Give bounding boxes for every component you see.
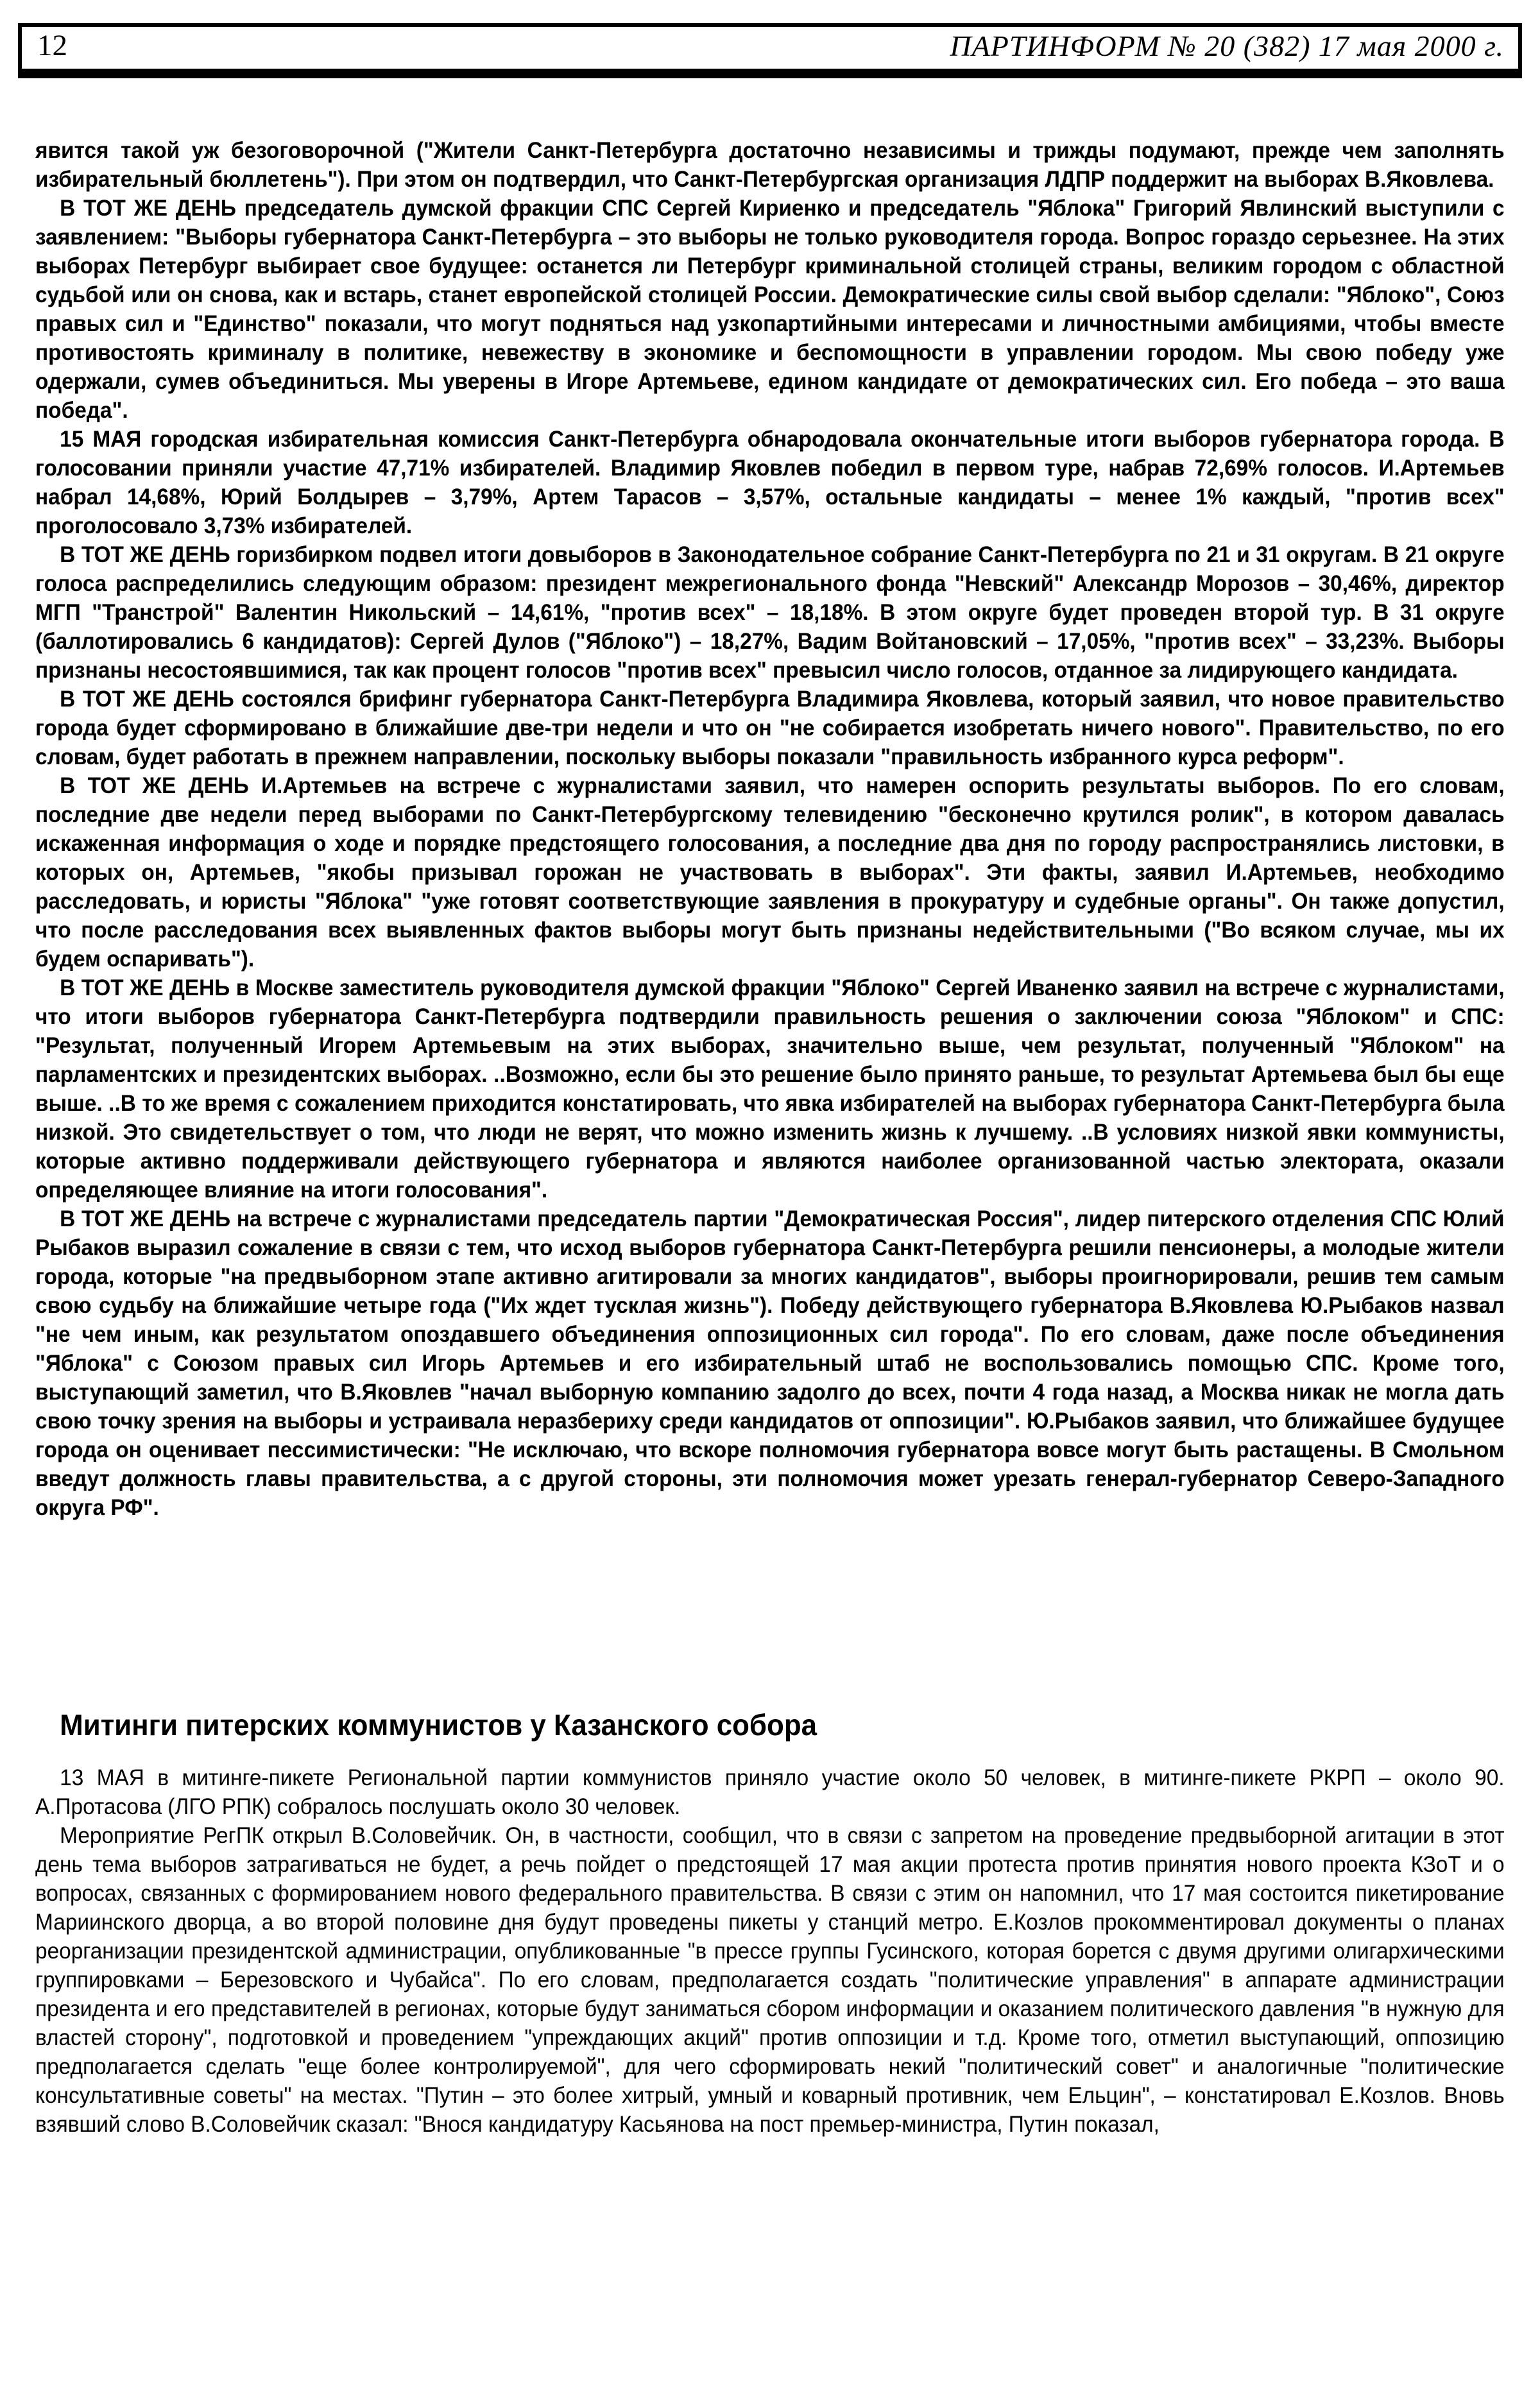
page-number: 12 xyxy=(37,29,67,62)
page-header xyxy=(18,23,1522,78)
section-body-text xyxy=(35,1763,1505,2139)
paragraph: 15 МАЯ городская избирательная комиссия Санкт-Петербурга обнародовала окончательные итоги выборов губернатора города. В голосовании приняли участие 47,71% избирателей. Владимир Яковлев победил в первом туре, набрав 72,69% голосов. И.Артемьев набрал 14,68%, Юрий Болдырев – 3,79%, Артем Тарасов – 3,57%, остальные кандидаты – менее 1% каждый, "против всех" проголосовало 3,73% избирателей. xyxy=(35,427,1505,538)
paragraph: В ТОТ ЖЕ ДЕНЬ горизбирком подвел итоги довыборов в Законодательное собрание Санкт-Петербурга по 21 и 31 округам. В 21 округе голоса распределились следующим образом: президент межрегионального фонда "Невский" Александр Морозов – 30,46%, директор МГП "Транстрой" Валентин Никольский – 14,61%, "против всех" – 18,18%. В этом округе будет проведен второй тур. В 31 округе (баллотировались 6 кандидатов): Сергей Дулов ("Яблоко") – 18,27%, Вадим Войтановский – 17,05%, "против всех" – 33,23%. Выборы признаны несостоявшимися, так как процент голосов "против всех" превысил число голосов, отданное за лидирующего кандидата. xyxy=(35,542,1505,683)
paragraph: 13 МАЯ в митинге-пикете Региональной партии коммунистов приняло участие около 50 человек, в митинге-пикете РКРП – около 90. А.Протасова (ЛГО РПК) собралось послушать около 30 человек. xyxy=(35,1765,1505,1819)
paragraph: Мероприятие РегПК открыл В.Соловейчик. Он, в частности, сообщил, что в связи с запретом на проведение предвыборной агитации в этот день тема выборов затрагиваться не будет, а речь пойдет о предстоящей 17 мая акции протеста против принятия нового проекта КЗоТ и о вопросах, связанных с формированием нового федерального правительства. В связи с этим он напомнил, что 17 мая состоится пикетирование Мариинского дворца, а во второй половине дня будут проведены пикеты у станций метро. Е.Козлов прокомментировал документы о планах реорганизации президентской администрации, опубликованные "в прессе группы Гусинского, которая борется с двумя другими олигархическими группировками – Березовского и Чубайса". По его словам, предполагается создать "политические управления" в аппарате администрации президента и его представителей в регионах, которые будут заниматься сбором информации и оказанием политического давления "в нужную для властей сторону", подготовкой и проведением "упреждающих акций" против оппозиции и т.д. Кроме того, отметил выступающий, оппозицию предполагается сделать "еще более контролируемой", для чего сформировать некий "политический совет" и аналогичные "политические консультативные советы" на местах. "Путин – это более хитрый, умный и коварный противник, чем Ельцин", – констатировал Е.Козлов. Вновь взявший слово В.Соловейчик сказал: "Внося кандидатуру Касьянова на пост премьер-министра, Путин показал, xyxy=(35,1823,1505,2137)
paragraph: В ТОТ ЖЕ ДЕНЬ состоялся брифинг губернатора Санкт-Петербурга Владимира Яковлева, который заявил, что новое правительство города будет сформировано в ближайшие две-три недели и что он "не собирается изобретать ничего нового". Правительство, по его словам, будет работать в прежнем направлении, поскольку выборы показали "правильность избранного курса реформ". xyxy=(35,687,1505,769)
paragraph: В ТОТ ЖЕ ДЕНЬ на встрече с журналистами председатель партии "Демократическая Россия", лидер питерского отделения СПС Юлий Рыбаков выразил сожаление в связи с тем, что исход выборов губернатора Санкт-Петербурга решили пенсионеры, а молодые жители города, которые "на предвыборном этапе активно агитировали за многих кандидатов", выборы проигнорировали, решив тем самым свою судьбу на ближайшие четыре года ("Их ждет тусклая жизнь"). Победу действующего губернатора В.Яковлева Ю.Рыбаков назвал "не чем иным, как результатом опоздавшего объединения оппозиционных сил города". По его словам, даже после объединения "Яблока" с Союзом правых сил Игорь Артемьев и его избирательный штаб не воспользовались помощью СПС. Кроме того, выступающий заметил, что В.Яковлев "начал выборную компанию задолго до всех, почти 4 года назад, а Москва никак не могла дать свою точку зрения на выборы и устраивала неразбериху среди кандидатов от оппозиции". Ю.Рыбаков заявил, что ближайшее будущее города он оценивает пессимистически: "Не исключаю, что вскоре полномочия губернатора вовсе могут быть растащены. В Смольном введут должность главы правительства, а с другой стороны, эти полномочия может урезать генерал-губернатор Северо-Западного округа РФ". xyxy=(35,1206,1505,1520)
paragraph: В ТОТ ЖЕ ДЕНЬ председатель думской фракции СПС Сергей Кириенко и председатель "Яблока" Григорий Явлинский выступили с заявлением: "Выборы губернатора Санкт-Петербурга – это выборы не только руководителя города. Вопрос гораздо серьезнее. На этих выборах Петербург выбирает свое будущее: останется ли Петербург криминальной столицей страны, великим городом с областной судьбой или он снова, как и встарь, станет европейской столицей России. Демократические силы свой выбор сделали: "Яблоко", Союз правых сил и "Единство" показали, что могут подняться над узкопартийными интересами и личностными амбициями, чтобы вместе противостоять криминалу в политике, невежеству в экономике и беспомощности в управлении городом. Мы свою победу уже одержали, сумев объединиться. Мы уверены в Игоре Артемьеве, едином кандидате от демократических сил. Его победа – это ваша победа". xyxy=(35,196,1505,423)
paragraph: явится такой уж безоговорочной ("Жители Санкт-Петербурга достаточно независимы и трижды подумают, прежде чем заполнять избирательный бюллетень"). При этом он подтвердил, что Санкт-Петербургская организация ЛДПР поддержит на выборах В.Яковлева. xyxy=(35,138,1505,192)
section-heading: Митинги питерских коммунистов у Казанского собора xyxy=(60,1708,817,1742)
article-continuation-text xyxy=(35,136,1505,1522)
paragraph: В ТОТ ЖЕ ДЕНЬ И.Артемьев на встрече с журналистами заявил, что намерен оспорить результаты выборов. По его словам, последние две недели перед выборами по Санкт-Петербургскому телевидению "бесконечно крутился ролик", в котором давалась искаженная информация о ходе и порядке предстоящего голосования, а последние два дня по городу распространялись листовки, в которых он, Артемьев, "якобы призывал горожан не участвовать в выборах". Эти факты, заявил И.Артемьев, необходимо расследовать, и юристы "Яблока" "уже готовят соответствующие заявления в прокуратуру и судебные органы". Он также допустил, что после расследования всех выявленных фактов выборы могут быть признаны недействительными ("Во всяком случае, мы их будем оспаривать"). xyxy=(35,773,1505,972)
journal-masthead: ПАРТИНФОРМ № 20 (382) 17 мая 2000 г. xyxy=(950,29,1504,62)
paragraph: В ТОТ ЖЕ ДЕНЬ в Москве заместитель руководителя думской фракции "Яблоко" Сергей Иваненко заявил на встрече с журналистами, что итоги выборов губернатора Санкт-Петербурга подтвердили правильность решения о заключении союза "Яблоком" и СПС: "Результат, полученный Игорем Артемьевым на этих выборах, значительно выше, чем результат, полученный "Яблоком" на парламентских и президентских выборах. ..Возможно, если бы это решение было принято раньше, то результат Артемьева был бы еще выше. ..В то же время с сожалением приходится констатировать, что явка избирателей на выборах губернатора Санкт-Петербурга была низкой. Это свидетельствует о том, что люди не верят, что можно изменить жизнь к лучшему. ..В условиях низкой явки коммунисты, которые активно поддерживали действующего губернатора и являются наиболее организованной частью электората, оказали определяющее влияние на итоги голосования". xyxy=(35,975,1505,1203)
